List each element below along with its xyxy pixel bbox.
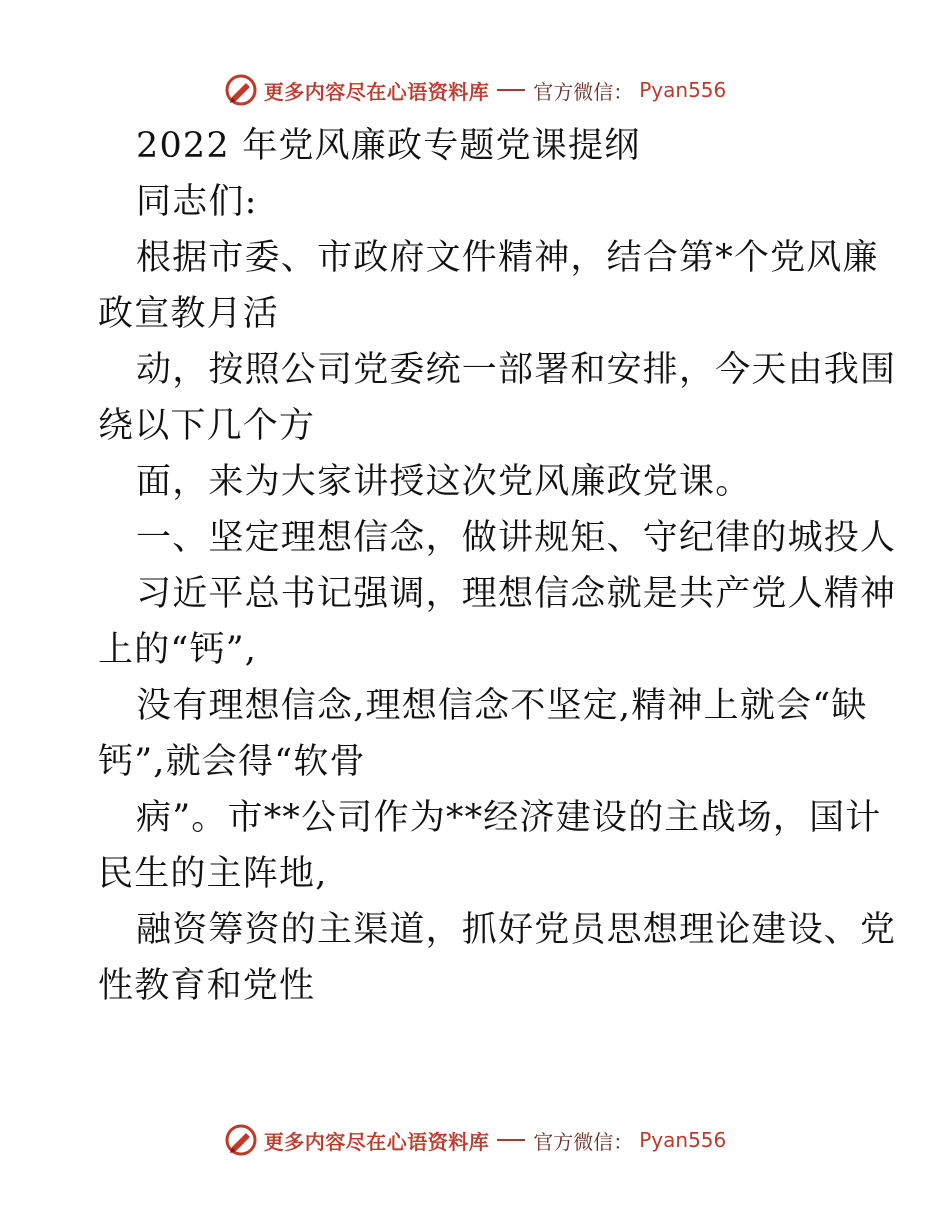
footer-watermark-inner	[224, 1123, 727, 1157]
pen-logo-icon	[224, 1123, 258, 1157]
paragraph-line: 钙”,就会得“软骨	[98, 742, 366, 782]
paragraph-line: 上的“钙”,	[98, 630, 258, 670]
paragraph-line: 绕以下几个方	[98, 406, 316, 446]
paragraph-line: 政宣教月活	[98, 294, 280, 334]
paragraph-line: 病”。市**公司作为**经济建设的主战场，国计	[136, 798, 882, 838]
paragraph-line: 根据市委、市政府文件精神，结合第*个党风廉	[136, 238, 879, 278]
banner-dash	[497, 1139, 525, 1141]
paragraph-line: 性教育和党性	[98, 966, 316, 1006]
banner-slogan: 更多内容尽在心语资料库	[263, 79, 490, 104]
banner-wechat-label: 官方微信：	[533, 1129, 634, 1154]
header-watermark-banner	[0, 70, 950, 110]
banner-wechat-label: 官方微信：	[533, 79, 634, 104]
paragraph-line: 习近平总书记强调，理想信念就是共产党人精神	[136, 574, 897, 614]
paragraph-line: 动，按照公司党委统一部署和安排，今天由我围	[136, 350, 897, 390]
paragraph-line: 民生的主阵地,	[98, 854, 328, 894]
pen-logo-icon	[224, 73, 258, 107]
salutation: 同志们:	[136, 182, 258, 222]
paragraph-line: 没有理想信念,理想信念不坚定,精神上就会“缺	[136, 686, 868, 726]
banner-dash	[497, 89, 525, 91]
paragraph-line: 面，来为大家讲授这次党风廉政党课。	[136, 462, 752, 502]
document-body	[98, 118, 897, 1014]
paragraph-line: 融资筹资的主渠道，抓好党员思想理论建设、党	[136, 910, 897, 950]
section-heading: 一、坚定理想信念，做讲规矩、守纪律的城投人	[136, 518, 897, 558]
banner-slogan: 更多内容尽在心语资料库	[263, 1129, 490, 1154]
footer-watermark-banner	[0, 1120, 950, 1160]
banner-wechat-id: Pyan556	[639, 1128, 727, 1152]
document-title: 2022 年党风廉政专题党课提纲	[136, 126, 641, 166]
header-watermark-inner	[224, 73, 727, 107]
banner-wechat-id: Pyan556	[639, 78, 727, 102]
